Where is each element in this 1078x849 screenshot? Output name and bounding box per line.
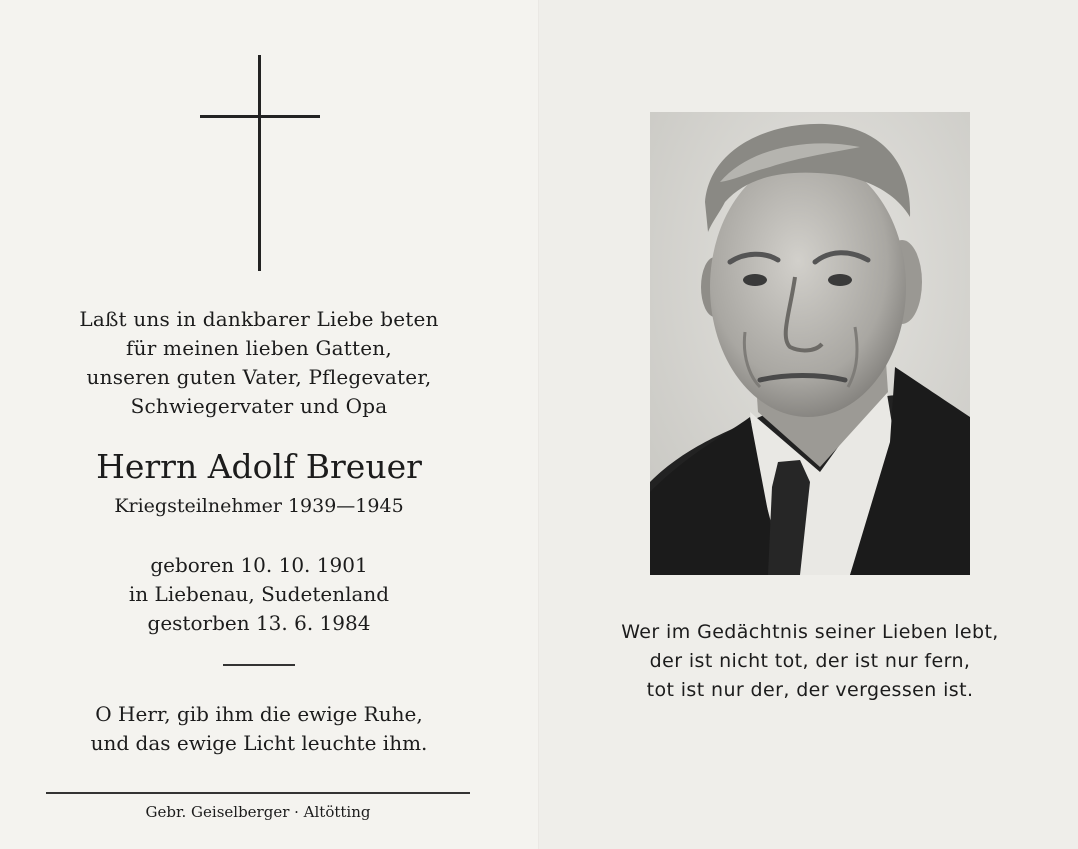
quote-line: Wer im Gedächtnis seiner Lieben lebt, (621, 621, 999, 643)
cross-icon (195, 55, 325, 271)
quote-line: der ist nicht tot, der ist nur fern, (649, 650, 971, 672)
prayer-text (20, 305, 498, 421)
death-date: gestorben 13. 6. 1984 (147, 611, 371, 635)
divider (223, 664, 295, 666)
prayer-line: Laßt uns in dankbarer Liebe beten (79, 307, 439, 331)
prayer-line: unseren guten Vater, Pflegevater, (86, 365, 432, 389)
closing-line: und das ewige Licht leuchte ihm. (90, 731, 428, 755)
quote-line: tot ist nur der, der vergessen ist. (646, 679, 974, 701)
closing-line: O Herr, gib ihm die ewige Ruhe, (95, 702, 423, 726)
footer-rule (46, 792, 470, 794)
prayer-line: für meinen lieben Gatten, (126, 336, 392, 360)
birth-place: in Liebenau, Sudetenland (128, 582, 390, 606)
military-service: Kriegsteilnehmer 1939—1945 (114, 495, 404, 517)
prayer-line: Schwiegervater und Opa (130, 394, 388, 418)
printer-imprint: Gebr. Geiselberger · Altötting (145, 803, 371, 821)
memorial-quote (560, 618, 1060, 705)
life-dates (20, 551, 498, 638)
birth-date: geboren 10. 10. 1901 (150, 553, 368, 577)
closing-prayer (20, 700, 498, 758)
deceased-name: Herrn Adolf Breuer (96, 447, 422, 486)
portrait-photo (650, 112, 970, 575)
